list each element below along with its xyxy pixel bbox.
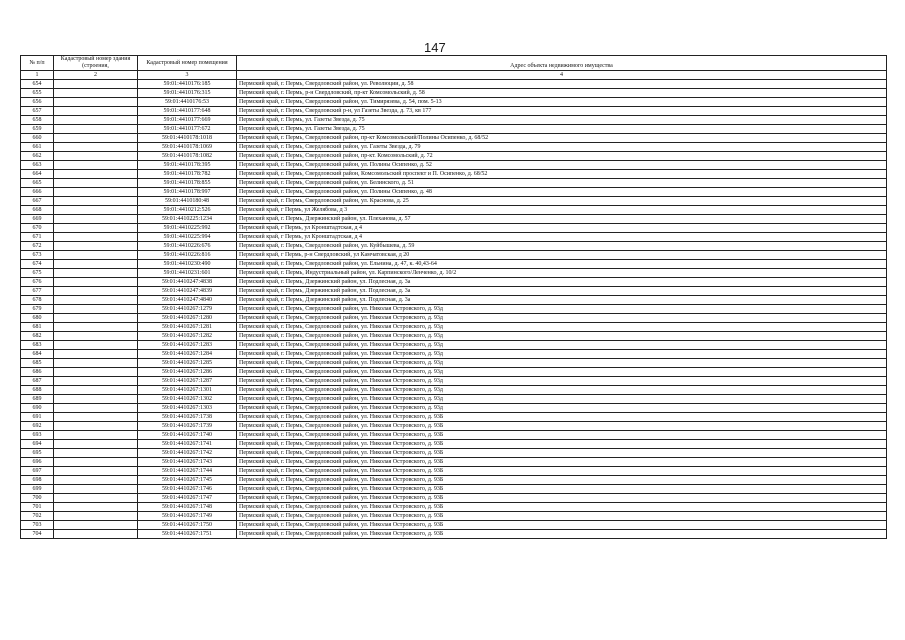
row-number: 697 (21, 467, 54, 476)
room-cadastral-number: 59:01:4410267:1746 (138, 485, 237, 494)
room-cadastral-number: 59:01:4410267:1285 (138, 359, 237, 368)
building-cadastral-number (54, 125, 138, 134)
property-address: Пермский край, г. Пермь, Дзержинский район, ул. Подлесная, д. 3а (237, 296, 887, 305)
table-header-row (21, 56, 887, 71)
room-cadastral-number: 59:01:4410176:315 (138, 89, 237, 98)
row-number: 659 (21, 125, 54, 134)
table-row (21, 476, 887, 485)
row-number: 701 (21, 503, 54, 512)
row-number: 686 (21, 368, 54, 377)
property-address: Пермский край, г. Пермь, Свердловский район, ул. Николая Островского, д. 93д (237, 359, 887, 368)
property-address: Пермский край, г. Пермь, Свердловский район, ул. Николая Островского, д. 93д (237, 323, 887, 332)
building-cadastral-number (54, 404, 138, 413)
row-number: 661 (21, 143, 54, 152)
room-cadastral-number: 59:01:4410177:672 (138, 125, 237, 134)
room-cadastral-number: 59:01:4410267:1303 (138, 404, 237, 413)
table-row (21, 359, 887, 368)
property-address: Пермский край, г. Пермь, Свердловский район, ул. Полины Осипенко, д. 52 (237, 161, 887, 170)
property-address: Пермский край, г. Пермь, Дзержинский район, ул. Плеханова, д. 57 (237, 215, 887, 224)
table-row (21, 269, 887, 278)
property-address: Пермский край, г. Пермь, Свердловский район, ул. Николая Островского, д. 93Б (237, 494, 887, 503)
row-number: 662 (21, 152, 54, 161)
property-address: Пермский край, г Пермь, ул Кронштадтская, д 4 (237, 233, 887, 242)
header-number: № п/п (21, 56, 54, 71)
header-address: Адрес объекта недвижимого имущества (237, 56, 887, 71)
property-address: Пермский край, г. Пермь, Свердловский район, ул. Николая Островского, д. 93Б (237, 440, 887, 449)
room-cadastral-number: 59:01:4410267:1745 (138, 476, 237, 485)
table-row (21, 260, 887, 269)
table-row (21, 188, 887, 197)
room-cadastral-number: 59:01:4410178:1082 (138, 152, 237, 161)
property-address: Пермский край, г. Пермь, Свердловский район, ул. Тимирязева, д. 54, пом. 5-13 (237, 98, 887, 107)
building-cadastral-number (54, 107, 138, 116)
table-row (21, 494, 887, 503)
property-address: Пермский край, г. Пермь, Свердловский район, ул. Краснова, д. 25 (237, 197, 887, 206)
row-number: 679 (21, 305, 54, 314)
row-number: 696 (21, 458, 54, 467)
row-number: 682 (21, 332, 54, 341)
room-cadastral-number: 59:01:4410267:1281 (138, 323, 237, 332)
building-cadastral-number (54, 458, 138, 467)
room-cadastral-number: 59:01:4410180:48 (138, 197, 237, 206)
row-number: 680 (21, 314, 54, 323)
property-address: Пермский край, г. Пермь, Свердловский район, ул. Николая Островского, д. 93Б (237, 467, 887, 476)
row-number: 691 (21, 413, 54, 422)
room-cadastral-number: 59:01:4410178:1018 (138, 134, 237, 143)
row-number: 687 (21, 377, 54, 386)
building-cadastral-number (54, 431, 138, 440)
property-address: Пермский край, г. Пермь, Свердловский район, ул. Николая Островского, д. 93д (237, 386, 887, 395)
building-cadastral-number (54, 197, 138, 206)
row-number: 698 (21, 476, 54, 485)
property-registry-table (20, 55, 887, 539)
column-index: 1 (21, 71, 54, 80)
building-cadastral-number (54, 269, 138, 278)
table-row (21, 368, 887, 377)
property-address: Пермский край, г. Пермь, Свердловский район, ул. Николая Островского, д. 93д (237, 404, 887, 413)
row-number: 669 (21, 215, 54, 224)
building-cadastral-number (54, 242, 138, 251)
table-row (21, 152, 887, 161)
room-cadastral-number: 59:01:4410267:1748 (138, 503, 237, 512)
room-cadastral-number: 59:01:4410176:53 (138, 98, 237, 107)
table-row (21, 98, 887, 107)
room-cadastral-number: 59:01:4410267:1280 (138, 314, 237, 323)
row-number: 684 (21, 350, 54, 359)
property-address: Пермский край, г. Пермь, Свердловский район, ул. Николая Островского, д. 93Б (237, 512, 887, 521)
table-row (21, 233, 887, 242)
property-address: Пермский край, г. Пермь, Дзержинский район, ул. Подлесная, д. 3а (237, 278, 887, 287)
building-cadastral-number (54, 476, 138, 485)
building-cadastral-number (54, 206, 138, 215)
building-cadastral-number (54, 143, 138, 152)
table-row (21, 467, 887, 476)
table-row (21, 287, 887, 296)
room-cadastral-number: 59:01:4410247:4839 (138, 287, 237, 296)
building-cadastral-number (54, 152, 138, 161)
building-cadastral-number (54, 296, 138, 305)
table-row (21, 305, 887, 314)
row-number: 674 (21, 260, 54, 269)
row-number: 663 (21, 161, 54, 170)
property-address: Пермский край, г. Пермь, ул. Газеты Звезда, д. 75 (237, 125, 887, 134)
table-row (21, 80, 887, 89)
property-address: Пермский край, г. Пермь, Свердловский район, ул. Николая Островского, д. 93Б (237, 521, 887, 530)
table-row (21, 503, 887, 512)
page-number: 147 (424, 40, 446, 55)
row-number: 664 (21, 170, 54, 179)
room-cadastral-number: 59:01:4410267:1287 (138, 377, 237, 386)
property-address: Пермский край, г. Пермь, Свердловский район, ул. Николая Островского, д. 93Б (237, 476, 887, 485)
building-cadastral-number (54, 449, 138, 458)
building-cadastral-number (54, 332, 138, 341)
property-address: Пермский край, г. Пермь, Свердловский район, ул. Николая Островского, д. 93д (237, 377, 887, 386)
property-address: Пермский край, г. Пермь, Дзержинский район, ул. Подлесная, д. 3а (237, 287, 887, 296)
row-number: 694 (21, 440, 54, 449)
row-number: 702 (21, 512, 54, 521)
building-cadastral-number (54, 98, 138, 107)
room-cadastral-number: 59:01:4410267:1739 (138, 422, 237, 431)
row-number: 670 (21, 224, 54, 233)
room-cadastral-number: 59:01:4410247:4840 (138, 296, 237, 305)
property-address: Пермский край, г. Пермь, Свердловский район, ул. Белинского, д. 51 (237, 179, 887, 188)
property-address: Пермский край, г. Пермь, Свердловский район, ул. Полины Осипенко, д. 48 (237, 188, 887, 197)
property-address: Пермский край, г. Пермь, Свердловский район, пр-кт. Комсомольский, д. 72 (237, 152, 887, 161)
row-number: 673 (21, 251, 54, 260)
room-cadastral-number: 59:01:4410247:4838 (138, 278, 237, 287)
building-cadastral-number (54, 170, 138, 179)
property-address: Пермский край, г. Пермь, Свердловский район, ул. Николая Островского, д. 93д (237, 332, 887, 341)
building-cadastral-number (54, 278, 138, 287)
property-address: Пермский край, г. Пермь, Свердловский район, ул. Николая Островского, д. 93д (237, 314, 887, 323)
property-address: Пермский край, г. Пермь, Свердловский район, ул. Николая Островского, д. 93д (237, 341, 887, 350)
building-cadastral-number (54, 80, 138, 89)
building-cadastral-number (54, 341, 138, 350)
property-address: Пермский край, г. Пермь, Свердловский район, ул. Николая Островского, д. 93д (237, 368, 887, 377)
table-row (21, 314, 887, 323)
table-row (21, 143, 887, 152)
building-cadastral-number (54, 521, 138, 530)
property-address: Пермский край, г. Пермь, Свердловский район, ул. Николая Островского, д. 93д (237, 350, 887, 359)
table-row (21, 350, 887, 359)
table-row (21, 107, 887, 116)
property-address: Пермский край, г. Пермь, Свердловский район, ул. Газеты Звезда, д. 79 (237, 143, 887, 152)
table-row (21, 512, 887, 521)
room-cadastral-number: 59:01:4410267:1282 (138, 332, 237, 341)
room-cadastral-number: 59:01:4410225:1234 (138, 215, 237, 224)
row-number: 665 (21, 179, 54, 188)
column-index: 2 (54, 71, 138, 80)
row-number: 656 (21, 98, 54, 107)
room-cadastral-number: 59:01:4410267:1751 (138, 530, 237, 539)
table-row (21, 332, 887, 341)
room-cadastral-number: 59:01:4410267:1301 (138, 386, 237, 395)
room-cadastral-number: 59:01:4410177:669 (138, 116, 237, 125)
property-address: Пермский край, г. Пермь, Индустриальный район, ул. Карпинского/Ленченко, д. 10/2 (237, 269, 887, 278)
table-row (21, 530, 887, 539)
row-number: 676 (21, 278, 54, 287)
room-cadastral-number: 59:01:4410267:1284 (138, 350, 237, 359)
property-address: Пермский край, г. Пермь, Свердловский район, ул. Куйбышева, д. 59 (237, 242, 887, 251)
table-row (21, 395, 887, 404)
table-row (21, 251, 887, 260)
building-cadastral-number (54, 161, 138, 170)
building-cadastral-number (54, 224, 138, 233)
row-number: 668 (21, 206, 54, 215)
table-row (21, 431, 887, 440)
room-cadastral-number: 59:01:4410178:395 (138, 161, 237, 170)
building-cadastral-number (54, 395, 138, 404)
header-room-cadastral: Кадастровый номер помещения (138, 56, 237, 71)
row-number: 704 (21, 530, 54, 539)
property-address: Пермский край, г Пермь, ул Кронштадтская, д 4 (237, 224, 887, 233)
table-row (21, 242, 887, 251)
row-number: 675 (21, 269, 54, 278)
property-address: Пермский край, г. Пермь, ул. Газеты Звезда, д. 75 (237, 116, 887, 125)
row-number: 671 (21, 233, 54, 242)
room-cadastral-number: 59:01:4410178:782 (138, 170, 237, 179)
table-row (21, 296, 887, 305)
property-address: Пермский край, г. Пермь, Свердловский район, ул. Николая Островского, д. 93д (237, 395, 887, 404)
table-row (21, 224, 887, 233)
room-cadastral-number: 59:01:4410267:1743 (138, 458, 237, 467)
building-cadastral-number (54, 134, 138, 143)
property-address: Пермский край, г. Пермь, Свердловский район, Комсомольский проспект и П. Осипенко, д. 68/52 (237, 170, 887, 179)
row-number: 695 (21, 449, 54, 458)
header-building-cadastral: Кадастровый номер здания (строения, (54, 56, 138, 71)
row-number: 654 (21, 80, 54, 89)
building-cadastral-number (54, 179, 138, 188)
table-row (21, 422, 887, 431)
column-index: 3 (138, 71, 237, 80)
row-number: 672 (21, 242, 54, 251)
table-row (21, 125, 887, 134)
building-cadastral-number (54, 116, 138, 125)
building-cadastral-number (54, 422, 138, 431)
row-number: 700 (21, 494, 54, 503)
row-number: 660 (21, 134, 54, 143)
room-cadastral-number: 59:01:4410225:994 (138, 233, 237, 242)
room-cadastral-number: 59:01:4410267:1740 (138, 431, 237, 440)
room-cadastral-number: 59:01:4410267:1747 (138, 494, 237, 503)
row-number: 666 (21, 188, 54, 197)
room-cadastral-number: 59:01:4410267:1742 (138, 449, 237, 458)
table-row (21, 89, 887, 98)
table-body (21, 80, 887, 539)
row-number: 657 (21, 107, 54, 116)
building-cadastral-number (54, 260, 138, 269)
table-row (21, 377, 887, 386)
building-cadastral-number (54, 467, 138, 476)
table-row (21, 323, 887, 332)
room-cadastral-number: 59:01:4410178:855 (138, 179, 237, 188)
table-row (21, 449, 887, 458)
building-cadastral-number (54, 440, 138, 449)
property-address: Пермский край, г. Пермь, Свердловский р-н, ул Газеты Звезда, д. 73, кв 177 (237, 107, 887, 116)
building-cadastral-number (54, 368, 138, 377)
property-address: Пермский край, г. Пермь, Свердловский район, ул. Николая Островского, д. 93Б (237, 413, 887, 422)
room-cadastral-number: 59:01:4410231:601 (138, 269, 237, 278)
building-cadastral-number (54, 89, 138, 98)
building-cadastral-number (54, 503, 138, 512)
building-cadastral-number (54, 512, 138, 521)
room-cadastral-number: 59:01:4410267:1741 (138, 440, 237, 449)
table-row (21, 485, 887, 494)
room-cadastral-number: 59:01:4410267:1283 (138, 341, 237, 350)
building-cadastral-number (54, 494, 138, 503)
row-number: 658 (21, 116, 54, 125)
room-cadastral-number: 59:01:4410267:1750 (138, 521, 237, 530)
room-cadastral-number: 59:01:4410267:1279 (138, 305, 237, 314)
table-row (21, 386, 887, 395)
room-cadastral-number: 59:01:4410176:185 (138, 80, 237, 89)
property-address: Пермский край, г. Пермь, Свердловский район, ул. Николая Островского, д. 93Б (237, 422, 887, 431)
room-cadastral-number: 59:01:4410178:1069 (138, 143, 237, 152)
row-number: 689 (21, 395, 54, 404)
property-address: Пермский край, г. Пермь, Свердловский район, пр-кт Комсомольский/Полины Осипенко, д. 68/52 (237, 134, 887, 143)
row-number: 685 (21, 359, 54, 368)
property-address: Пермский край, г. Пермь, Свердловский район, ул. Николая Островского, д. 93Б (237, 485, 887, 494)
property-address: Пермский край, г. Пермь, р-н Свердловский, пр-кт Комсомольский, д. 58 (237, 89, 887, 98)
building-cadastral-number (54, 386, 138, 395)
property-address: Пермский край, г. Пермь, Свердловский район, ул. Николая Островского, д. 93Б (237, 449, 887, 458)
building-cadastral-number (54, 359, 138, 368)
room-cadastral-number: 59:01:4410267:1738 (138, 413, 237, 422)
row-number: 677 (21, 287, 54, 296)
table-row (21, 179, 887, 188)
building-cadastral-number (54, 530, 138, 539)
row-number: 655 (21, 89, 54, 98)
table-row (21, 521, 887, 530)
room-cadastral-number: 59:01:4410230:490 (138, 260, 237, 269)
property-address: Пермский край, г Пермь, ул Желябова, д 3 (237, 206, 887, 215)
table-row (21, 197, 887, 206)
table-row (21, 215, 887, 224)
building-cadastral-number (54, 233, 138, 242)
property-address: Пермский край, г. Пермь, Свердловский район, ул. Николая Островского, д. 93Б (237, 503, 887, 512)
property-address: Пермский край, г. Пермь, Свердловский район, ул. Николая Островского, д. 93Б (237, 458, 887, 467)
room-cadastral-number: 59:01:4410267:1749 (138, 512, 237, 521)
row-number: 683 (21, 341, 54, 350)
column-index: 4 (237, 71, 887, 80)
table-row (21, 206, 887, 215)
row-number: 690 (21, 404, 54, 413)
building-cadastral-number (54, 305, 138, 314)
building-cadastral-number (54, 188, 138, 197)
building-cadastral-number (54, 251, 138, 260)
row-number: 692 (21, 422, 54, 431)
building-cadastral-number (54, 350, 138, 359)
table-row (21, 134, 887, 143)
building-cadastral-number (54, 323, 138, 332)
building-cadastral-number (54, 314, 138, 323)
table-row (21, 341, 887, 350)
building-cadastral-number (54, 413, 138, 422)
property-address: Пермский край, г. Пермь, Свердловский район, ул. Николая Островского, д. 93д (237, 305, 887, 314)
room-cadastral-number: 59:01:4410267:1286 (138, 368, 237, 377)
building-cadastral-number (54, 287, 138, 296)
table-row (21, 170, 887, 179)
property-address: Пермский край, г. Пермь, Свердловский район, ул. Ельнина, д. 47, к. 40,43-64 (237, 260, 887, 269)
property-address: Пермский край, г. Пермь, Свердловский район, ул. Николая Островского, д. 93Б (237, 530, 887, 539)
row-number: 667 (21, 197, 54, 206)
row-number: 688 (21, 386, 54, 395)
row-number: 678 (21, 296, 54, 305)
property-address: Пермский край, г. Пермь, Свердловский район, ул. Революции, д. 58 (237, 80, 887, 89)
property-address: Пермский край, г. Пермь, Свердловский район, ул. Николая Островского, д. 93Б (237, 431, 887, 440)
room-cadastral-number: 59:01:4410267:1302 (138, 395, 237, 404)
row-number: 703 (21, 521, 54, 530)
room-cadastral-number: 59:01:4410225:992 (138, 224, 237, 233)
room-cadastral-number: 59:01:4410226:676 (138, 242, 237, 251)
room-cadastral-number: 59:01:4410177:648 (138, 107, 237, 116)
table-row (21, 116, 887, 125)
row-number: 681 (21, 323, 54, 332)
room-cadastral-number: 59:01:4410212:526 (138, 206, 237, 215)
property-address: Пермский край, г Пермь, р-н Свердловский, ул Камчатовская, д 20 (237, 251, 887, 260)
table-row (21, 278, 887, 287)
room-cadastral-number: 59:01:4410226:816 (138, 251, 237, 260)
table-row (21, 404, 887, 413)
table-row (21, 440, 887, 449)
column-index-row (21, 71, 887, 80)
room-cadastral-number: 59:01:4410178:997 (138, 188, 237, 197)
building-cadastral-number (54, 215, 138, 224)
table-row (21, 458, 887, 467)
building-cadastral-number (54, 377, 138, 386)
room-cadastral-number: 59:01:4410267:1744 (138, 467, 237, 476)
table-row (21, 413, 887, 422)
building-cadastral-number (54, 485, 138, 494)
row-number: 699 (21, 485, 54, 494)
table-row (21, 161, 887, 170)
row-number: 693 (21, 431, 54, 440)
